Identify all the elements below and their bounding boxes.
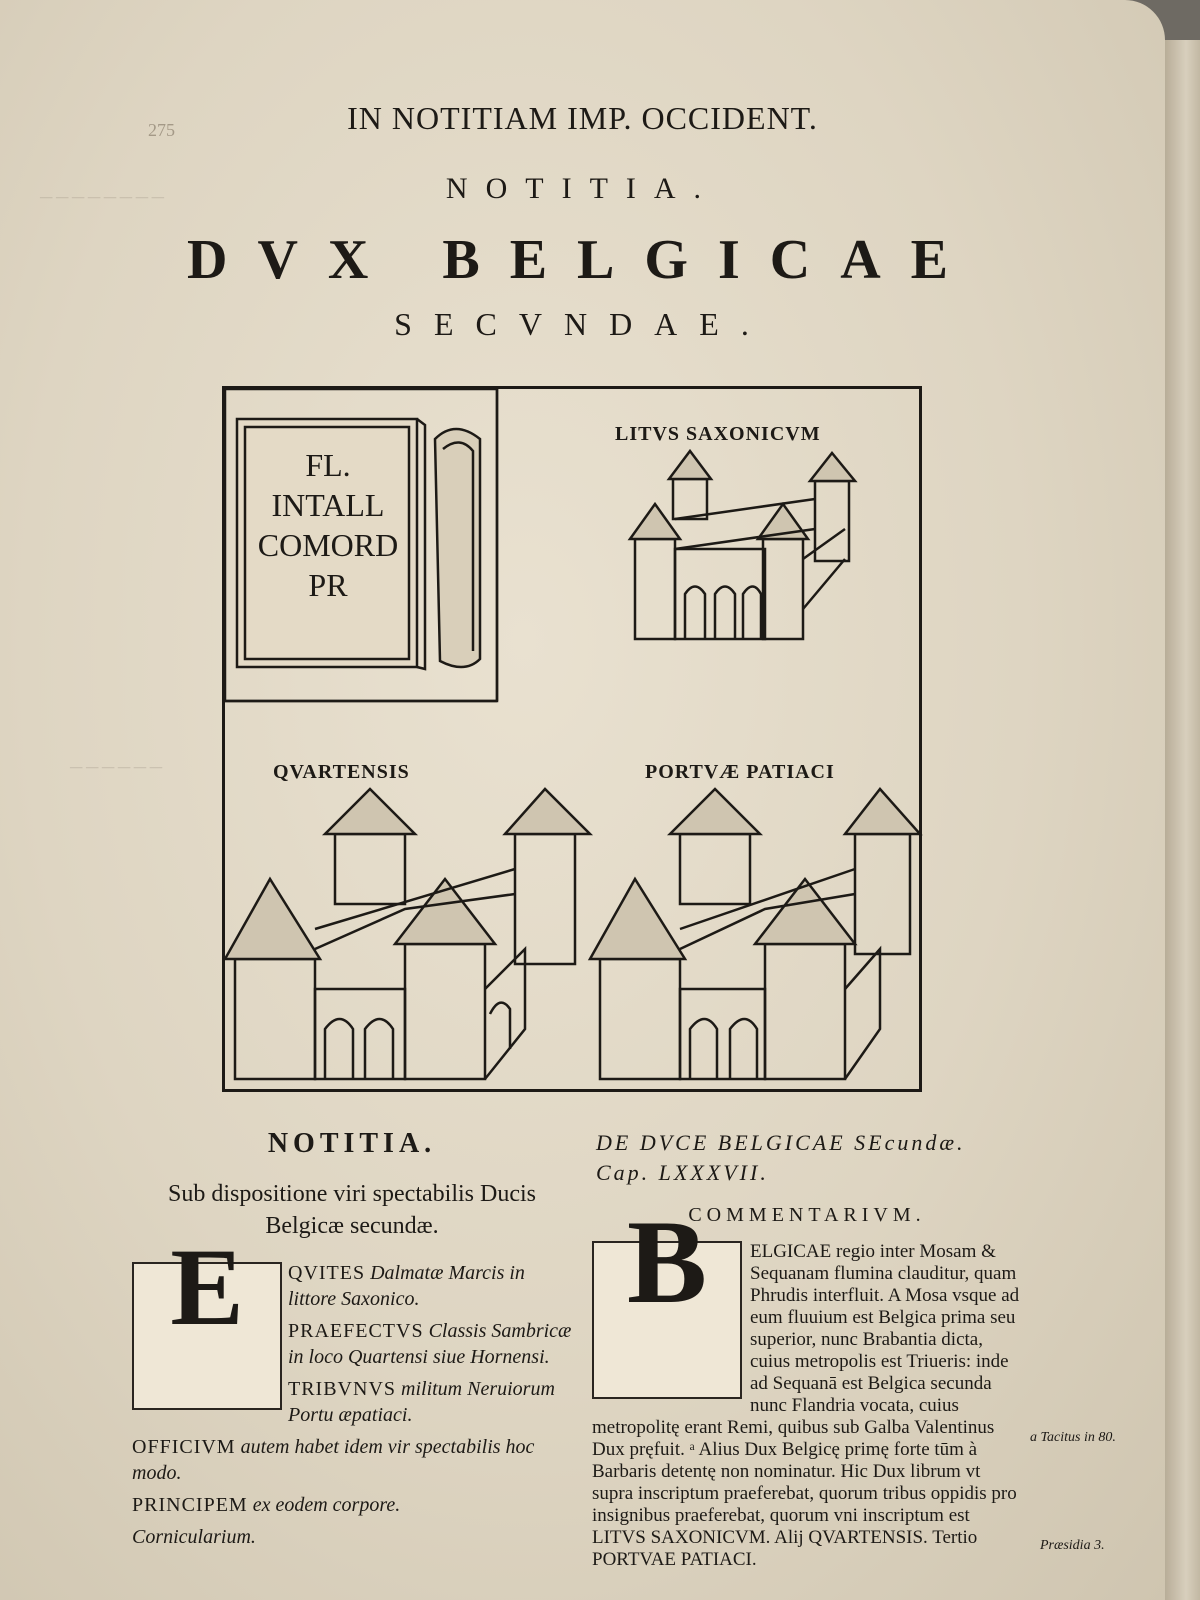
left-column	[132, 1128, 572, 1556]
castle-quartensis	[225, 789, 590, 1079]
codex-inscription	[253, 445, 403, 605]
entry-list	[132, 1226, 572, 1550]
list-item: OFFICIVM autem habet idem vir spectabilis hoc modo.	[132, 1436, 535, 1484]
adjacent-page-edge	[1165, 40, 1200, 1600]
title-notitia: NOTITIA.	[445, 172, 720, 205]
right-column	[592, 1128, 1022, 1571]
sub-dispositione: Sub dispositione viri spectabilis Ducis Belgicæ secundæ.	[168, 1181, 536, 1239]
page-number: 275	[148, 120, 175, 140]
title-secundae: SECVNDAE.	[394, 306, 771, 342]
list-item: PRAEFECTVS Classis Sambricæ in loco Quartensi siue Hornensi.	[288, 1320, 572, 1368]
list-item: Cornicularium.	[132, 1526, 256, 1548]
woodcut-illustration	[222, 386, 922, 1092]
list-item: QVITES Dalmatæ Marcis in littore Saxonico.	[288, 1262, 525, 1310]
chapter-heading: DE DVCE BELGICAE SEcundæ. Cap. LXXXVII.	[596, 1130, 966, 1185]
notitia-heading: NOTITIA.	[267, 1128, 437, 1159]
margin-note: a Tacitus in 80.	[1030, 1430, 1116, 1445]
codex-line: PR	[308, 567, 348, 603]
commentarium-heading: COMMENTARIVM.	[688, 1204, 926, 1226]
margin-note: Præsidia 3.	[1040, 1538, 1105, 1553]
paragraph-text: ELGICAE regio inter Mosam & Sequanam flumina clauditur, quam Phrudis interfluit. A Mosa vsque ad eum fluuium est Belgica prima seu superior, nunc Brabantia dicta, cuius metropolis est Triueris: inde ad Sequanā est Belgica secunda nunc Flandria vocata, cuius metropolitę erant Remi, quibus sub Galba Valentinus Dux pręfuit. ᵃ Alius Dux Belgicę primę forte tūm à Barbaris detentę non nominatur. Hic Dux librum vt supra inscriptum praeferebat, quorum tribus oppidis pro insignibus praeferebat, quorum vni inscriptum est LITVS SAXONICVM. Alij QVARTENSIS. Tertio PORTVAE PATIACI.	[592, 1241, 1020, 1570]
bleed-through-text: — — — — — — — —	[40, 190, 165, 205]
castle-litus-saxonicum	[630, 451, 855, 639]
title-dux-belgicae: DVX BELGICAE	[187, 229, 978, 291]
running-head: IN NOTITIAM IMP. OCCIDENT.	[347, 100, 818, 136]
codex-line: COMORD	[257, 527, 399, 563]
decorated-initial-b: B	[592, 1241, 742, 1399]
label-litus-saxonicum: LITVS SAXONICVM	[615, 423, 821, 445]
castle-portu-patiaci	[590, 789, 920, 1079]
label-portu-patiaci: PORTVÆ PATIACI	[645, 761, 835, 783]
decorated-initial-e: E	[132, 1262, 282, 1410]
bleed-through-text: — — — — — —	[70, 760, 163, 775]
codex-line: INTALL	[271, 487, 385, 523]
codex-line: FL.	[305, 447, 351, 483]
list-item: PRINCIPEM ex eodem corpore.	[132, 1494, 401, 1516]
list-item: TRIBVNVS militum Neruiorum Portu æpatiaci.	[288, 1378, 555, 1426]
label-quartensis: QVARTENSIS	[273, 761, 410, 783]
